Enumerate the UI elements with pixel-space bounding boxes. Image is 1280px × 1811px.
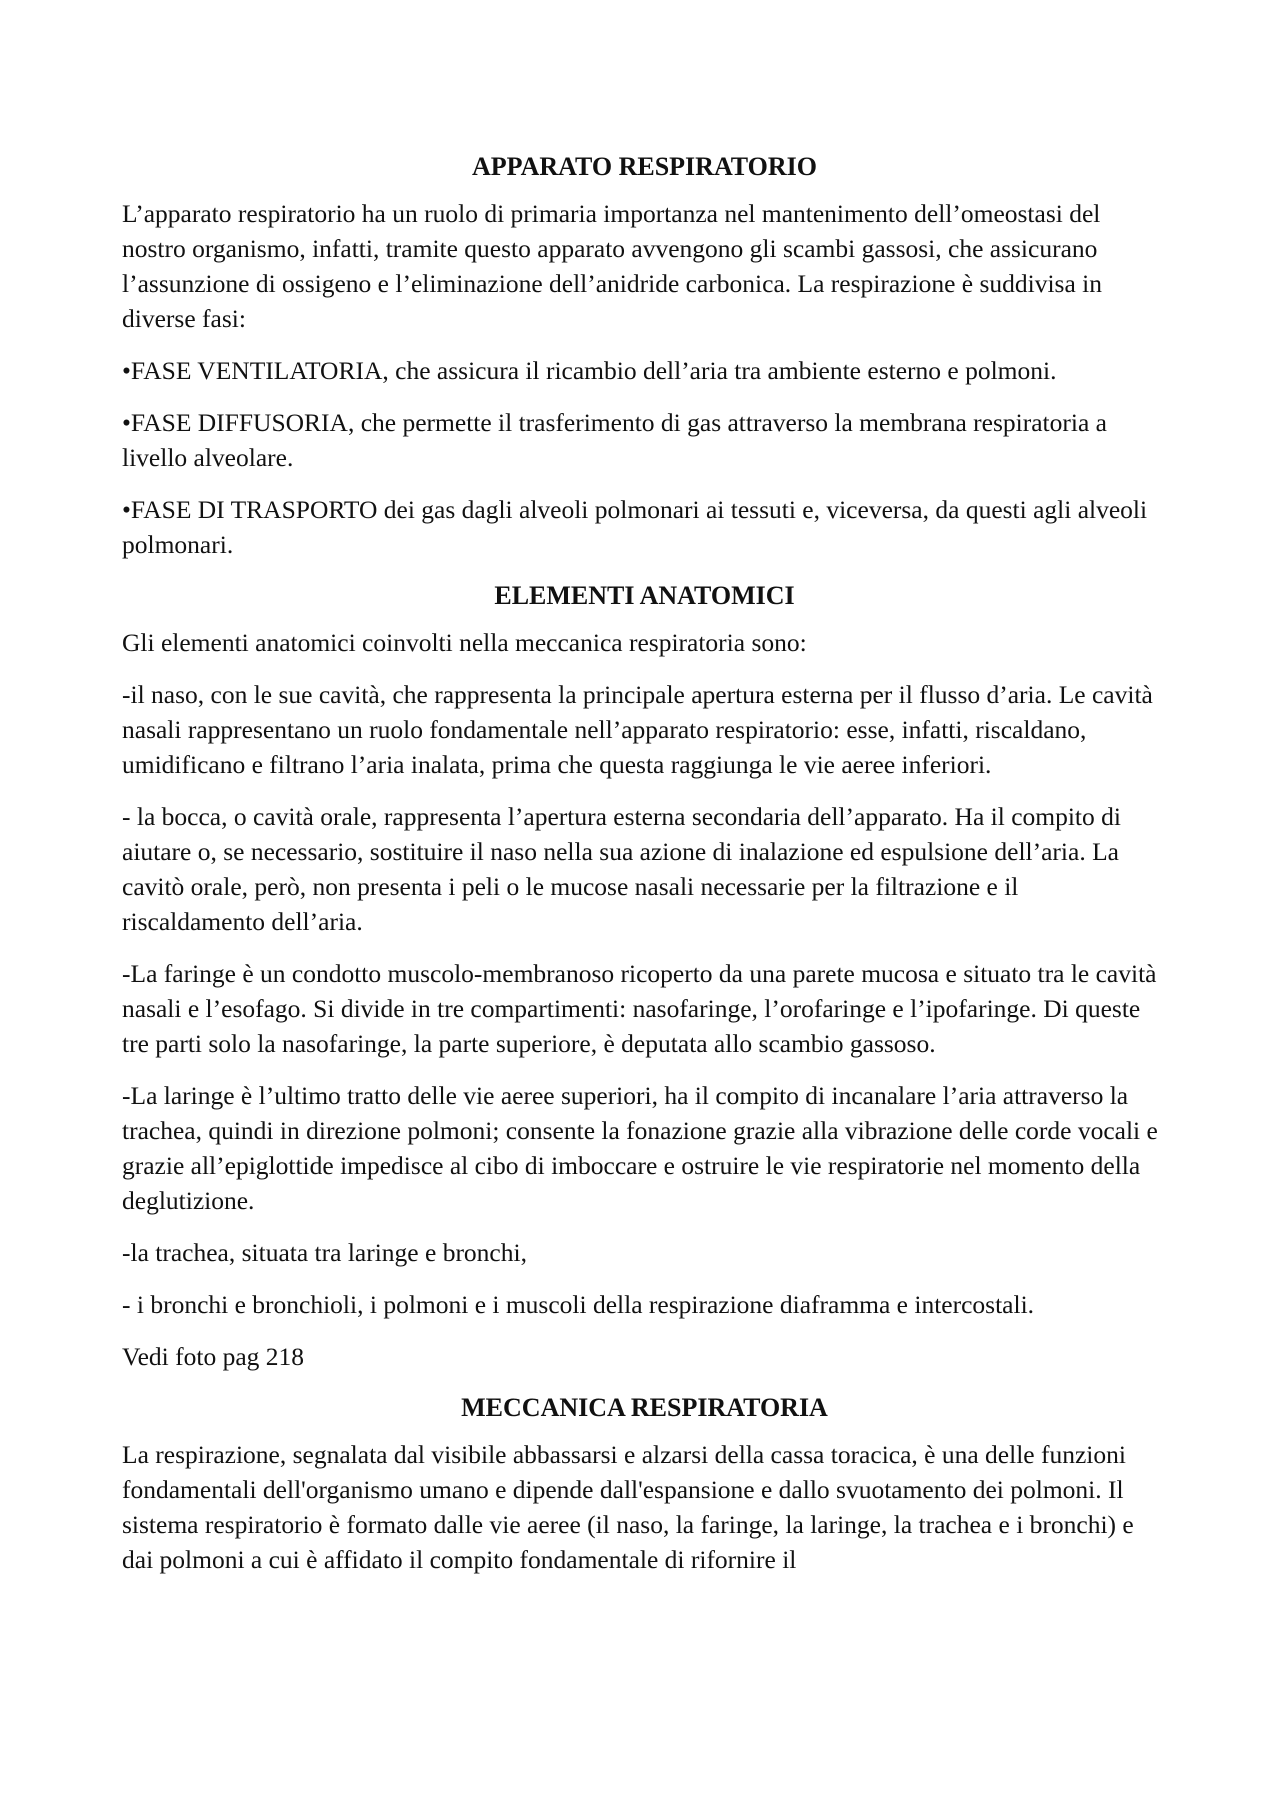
section-title: MECCANICA RESPIRATORIA [461,1393,828,1422]
paragraph-faringe: -La faringe è un condotto muscolo-membranoso ricoperto da una parete mucosa e situato tra le cavità nasali e l’esofago. Si divide in tre compartimenti: nasofaringe, l’orofaringe e l’ipofaringe. Di queste tre parti solo la nasofaringe, la parte superiore, è deputata allo scambio gassoso. [122,959,1157,1058]
paragraph-bronchi: - i bronchi e bronchioli, i polmoni e i muscoli della respirazione diaframma e intercostali. [122,1290,1035,1319]
paragraph-naso: -il naso, con le sue cavità, che rappresenta la principale apertura esterna per il flusso d’aria. Le cavità nasali rappresentano un ruolo fondamentale nell’apparato respiratorio: esse, infatti, riscaldano, umidificano e filtrano l’aria inalata, prima che questa raggiunga le vie aeree inferiori. [122,680,1153,779]
paragraph-trachea: -la trachea, situata tra laringe e bronchi, [122,1238,527,1267]
section-title: APPARATO RESPIRATORIO [471,152,818,181]
paragraph-intro: L’apparato respiratorio ha un ruolo di primaria importanza nel mantenimento dell’omeostasi del nostro organismo, infatti, tramite questo apparato avvengono gli scambi gassosi, che assicurano l’assunzione di ossigeno e l’eliminazione dell’anidride carbonica. La respirazione è suddivisa in diverse fasi: [122,199,1102,333]
paragraph-fase-trasporto: •FASE DI TRASPORTO dei gas dagli alveoli polmonari ai tessuti e, viceversa, da questi agli alveoli polmonari. [122,495,1148,559]
paragraph-elementi-intro: Gli elementi anatomici coinvolti nella meccanica respiratoria sono: [122,628,807,657]
paragraph-laringe: -La laringe è l’ultimo tratto delle vie aeree superiori, ha il compito di incanalare l’aria attraverso la trachea, quindi in direzione polmoni; consente la fonazione grazie alla vibrazione delle corde vocali e grazie all’epiglottide impedisce al cibo di imboccare e ostruire le vie respiratorie nel momento della deglutizione. [122,1081,1158,1215]
paragraph-fase-ventilatoria: •FASE VENTILATORIA, che assicura il ricambio dell’aria tra ambiente esterno e polmoni. [122,356,1057,385]
section-elementi-anatomici [122,579,1167,1374]
section-title: ELEMENTI ANATOMICI [494,581,795,610]
paragraph-vedi-foto: Vedi foto pag 218 [122,1342,305,1371]
section-apparato-respiratorio [122,150,1167,562]
section-meccanica-respiratoria [122,1391,1167,1577]
document-page [122,150,1167,1594]
paragraph-fase-diffusoria: •FASE DIFFUSORIA, che permette il trasferimento di gas attraverso la membrana respiratoria a livello alveolare. [122,408,1107,472]
paragraph-meccanica: La respirazione, segnalata dal visibile abbassarsi e alzarsi della cassa toracica, è una delle funzioni fondamentali dell'organismo umano e dipende dall'espansione e dallo svuotamento dei polmoni. Il sistema respiratorio è formato dalle vie aeree (il naso, la faringe, la laringe, la trachea e i bronchi) e dai polmoni a cui è affidato il compito fondamentale di rifornire il [122,1440,1134,1574]
paragraph-bocca: - la bocca, o cavità orale, rappresenta l’apertura esterna secondaria dell’apparato. Ha il compito di aiutare o, se necessario, sostituire il naso nella sua azione di inalazione ed espulsione dell’aria. La cavitò orale, però, non presenta i peli o le mucose nasali necessarie per la filtrazione e il riscaldamento dell’aria. [122,802,1121,936]
